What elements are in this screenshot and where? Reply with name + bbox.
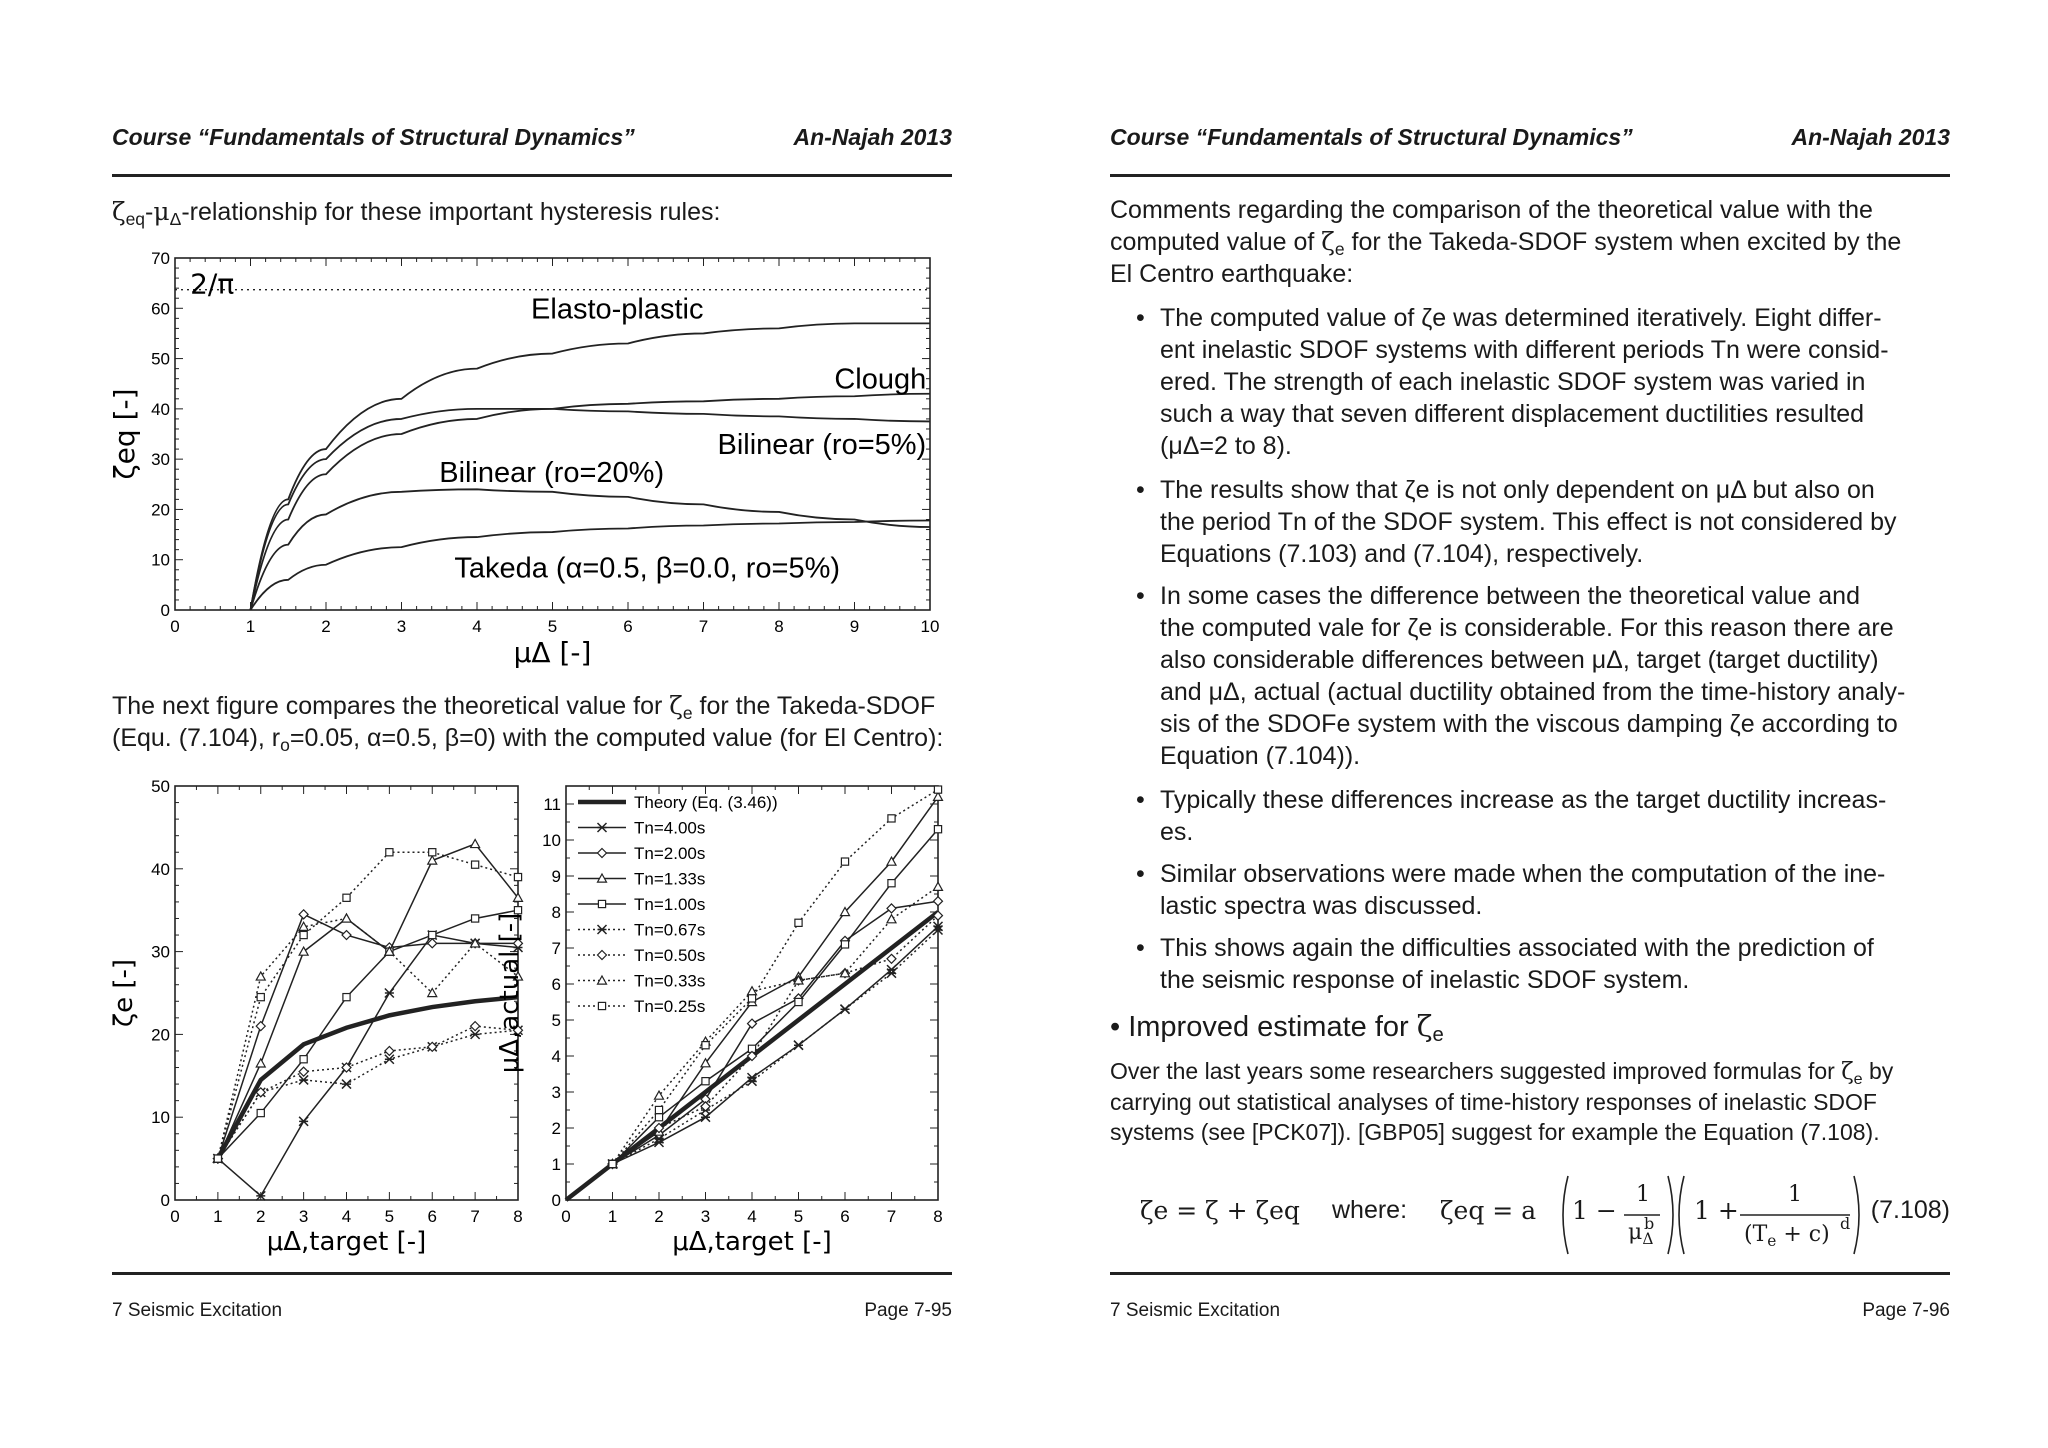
x-tick-label: 4 [747, 1207, 757, 1226]
course-title: Course “Fundamentals of Structural Dynamics” [1110, 124, 1633, 150]
y-tick-label: 20 [151, 500, 170, 520]
y-tick-label: 3 [551, 1083, 561, 1102]
middle-line-1b: for the Takeda-SDOF [699, 692, 936, 720]
x-tick-label: 3 [700, 1207, 711, 1226]
comments-line-2a: computed value of [1110, 228, 1315, 256]
header-rule [112, 174, 952, 177]
curve-label: Elasto-plastic [531, 293, 704, 326]
legend-label: Tn=0.25s [634, 997, 706, 1016]
bullet-1-line: such a way that seven different displacement ductilities resulted [1160, 400, 1865, 428]
data-point [748, 1019, 757, 1028]
data-point [655, 1091, 664, 1099]
legend-label: Tn=4.00s [634, 818, 706, 838]
mu-sub: Δ [169, 209, 182, 229]
y-tick-label: 70 [151, 249, 170, 268]
y-tick-label: 0 [160, 601, 170, 620]
bullet-4-line: es. [1160, 818, 1194, 846]
data-point [300, 1056, 307, 1063]
bullet-3-line: and μΔ, actual (actual ductility obtained from the time-history analy- [1160, 678, 1906, 706]
data-point [342, 1080, 351, 1089]
middle-text [112, 690, 952, 754]
comments-line-2b: for the Takeda-SDOF system when excited by the [1351, 228, 1902, 256]
x-axis-label: μΔ,target [-] [266, 1227, 427, 1257]
legend-label: Tn=2.00s [634, 844, 706, 863]
r-sub: o [280, 735, 290, 755]
legend-marker [598, 900, 605, 907]
para-line-1b: by [1869, 1058, 1894, 1084]
zeta-sub: e [1853, 1070, 1863, 1088]
data-point [887, 954, 896, 963]
y-tick-label: 20 [151, 1025, 170, 1045]
data-point [299, 910, 308, 919]
x-tick-label: 9 [849, 617, 860, 636]
right-page [1110, 0, 1950, 1448]
data-point [655, 1114, 662, 1121]
bullet-1-line: ered. The strength of each inelastic SDOF system was varied in [1160, 368, 1866, 396]
x-tick-label: 6 [623, 617, 633, 636]
mu-actual-chart [495, 770, 952, 1270]
bullet-3-line: also considerable differences between μΔ, target (target ductility) [1160, 646, 1879, 674]
zeta-mu-chart [108, 249, 952, 680]
data-point [841, 941, 848, 948]
y-tick-label: 11 [543, 795, 561, 814]
bullet-1 [1160, 302, 1950, 462]
zeta-sub: eq [125, 209, 146, 229]
x-tick-label: 4 [472, 617, 482, 636]
y-tick-label: 0 [160, 1191, 170, 1210]
data-point [256, 1022, 265, 1031]
improved-heading [1110, 1008, 1444, 1045]
x-tick-label: 7 [886, 1207, 897, 1226]
data-point [299, 1067, 308, 1076]
para-line-1 [1110, 1056, 1950, 1087]
y-tick-label: 8 [551, 903, 561, 922]
bullet-1-line: • The computed value of ζe was determined iteratively. Eight differ- [1160, 304, 1882, 332]
header-year: An-Najah 2013 [1791, 124, 1950, 150]
zeta-symbol: ζ [1416, 1009, 1433, 1043]
x-tick-label: 8 [933, 1207, 943, 1226]
data-point [342, 914, 351, 922]
bullet-4 [1160, 784, 1950, 848]
x-tick-label: 6 [840, 1207, 850, 1226]
header-year: An-Najah 2013 [793, 124, 952, 150]
intro-rest: -relationship for these important hysteresis rules: [181, 198, 721, 226]
zeta-e-chart [109, 770, 532, 1270]
para-line-2: carrying out statistical analyses of time-history responses of inelastic SDOF [1110, 1089, 1877, 1115]
x-tick-label: 1 [213, 1207, 223, 1226]
bullet-dot: • [1110, 1011, 1129, 1043]
data-point [795, 919, 802, 926]
dash: - [145, 198, 154, 226]
footer-page: Page 7-96 [1862, 1300, 1950, 1321]
data-point [934, 882, 943, 890]
data-point [299, 1117, 308, 1126]
bullet-3-line: sis of the SDOFe system with the viscous damping ζe according to [1160, 710, 1898, 738]
bullet-4-line: • Typically these differences increase as the target ductility increas- [1160, 786, 1887, 814]
eq-den-c: + c) [1783, 1222, 1830, 1247]
footer-chapter: 7 Seismic Excitation [1110, 1300, 1281, 1321]
eq-plus: 1 + [1694, 1196, 1739, 1225]
data-point [841, 858, 848, 865]
x-tick-label: 1 [245, 617, 256, 636]
data-point [888, 880, 895, 887]
x-axis-label: μΔ,target [-] [672, 1227, 832, 1257]
eq-b-exp: b [1644, 1214, 1655, 1233]
intro-text [112, 196, 952, 228]
left-page [108, 0, 952, 1448]
reference-label: 2/π [190, 267, 235, 301]
eq-denominator [1744, 1222, 1830, 1250]
header-rule [1110, 174, 1950, 177]
page-header [112, 124, 952, 156]
legend-marker [598, 849, 607, 858]
eq-number: (7.108) [1870, 1196, 1950, 1224]
eq-d-exp: d [1840, 1214, 1851, 1233]
bullet-5 [1160, 858, 1950, 922]
bullet-1-line: ent inelastic SDOF systems with different periods Tn were consid- [1160, 336, 1889, 364]
curve-label: Bilinear (ro=20%) [439, 456, 665, 489]
y-tick-label: 30 [151, 450, 170, 470]
zeta-symbol: ζ [1841, 1059, 1854, 1085]
legend-marker [598, 823, 607, 832]
x-tick-label: 1 [607, 1207, 618, 1226]
legend-label: Tn=1.00s [634, 895, 706, 914]
data-point [343, 894, 350, 901]
data-point [343, 994, 350, 1001]
data-point [934, 786, 941, 793]
data-point [385, 1046, 394, 1055]
data-point [257, 994, 264, 1001]
legend-label: Tn=1.33s [634, 869, 706, 889]
bullet-6-line: the seismic response of inelastic SDOF system. [1160, 966, 1690, 994]
x-tick-label: 7 [698, 617, 709, 636]
bullet-3-line: the computed vale for ζe is considerable. For this reason there are [1160, 614, 1894, 642]
y-axis-label: ζe [-] [109, 958, 139, 1028]
legend-marker [598, 951, 607, 960]
x-tick-label: 2 [321, 617, 331, 636]
data-point [472, 915, 479, 922]
zeta-symbol: ζ [1321, 227, 1335, 256]
data-point [385, 989, 394, 998]
zeta-symbol: ζ [669, 691, 683, 720]
y-tick-label: 10 [542, 831, 561, 850]
x-tick-label: 10 [920, 617, 940, 636]
data-point [609, 1160, 616, 1167]
data-point [655, 1106, 662, 1113]
comments-line-3: El Centro earthquake: [1110, 260, 1354, 288]
data-point [748, 995, 755, 1002]
data-point [702, 1078, 709, 1085]
data-point [514, 873, 521, 880]
bullet-2-line: • The results show that ζe is not only dependent on μΔ but also on [1160, 476, 1875, 504]
x-tick-label: 0 [170, 1207, 180, 1226]
curve-label: Takeda (α=0.5, β=0.0, ro=5%) [454, 552, 841, 585]
data-point [888, 815, 895, 822]
legend-label: Tn=0.33s [634, 971, 706, 991]
footer-rule [112, 1272, 952, 1275]
x-tick-label: 0 [561, 1207, 571, 1226]
equation-7-108 [1110, 1170, 1950, 1260]
comments-text [1110, 194, 1950, 290]
y-tick-label: 40 [151, 859, 170, 879]
improved-paragraph [1110, 1056, 1950, 1147]
eq-lhs: ζe = ζ + ζeq [1140, 1196, 1300, 1225]
x-tick-label: 8 [774, 617, 784, 636]
x-tick-label: 5 [384, 1207, 395, 1226]
y-axis-label: ζeq [-] [108, 388, 141, 480]
zeta-sub: e [1334, 239, 1345, 259]
legend-label: Tn=0.50s [634, 946, 706, 965]
footer-rule [1110, 1272, 1950, 1275]
y-tick-label: 40 [151, 399, 170, 419]
data-point [887, 915, 896, 923]
course-title: Course “Fundamentals of Structural Dynamics” [112, 124, 635, 150]
middle-line-1 [112, 690, 952, 722]
bullet-6 [1160, 932, 1950, 996]
y-tick-label: 2 [551, 1119, 561, 1138]
curve-label: Clough [834, 363, 927, 396]
data-point [386, 849, 393, 856]
eq-rhs-lhs: ζeq = a [1440, 1196, 1537, 1225]
comments-line-1: Comments regarding the comparison of the theoretical value with the [1110, 196, 1873, 224]
data-point [795, 998, 802, 1005]
data-point [429, 849, 436, 856]
eq-num-1: 1 [1636, 1182, 1650, 1207]
y-tick-label: 50 [151, 777, 170, 796]
data-point [429, 931, 436, 938]
zeta-sub: e [682, 703, 693, 723]
legend-marker [598, 925, 607, 934]
y-tick-label: 5 [551, 1011, 561, 1030]
middle-line-1a: The next figure compares the theoretical value for [112, 692, 663, 720]
y-tick-label: 7 [551, 939, 561, 958]
data-point [934, 897, 943, 906]
series-bilinear-ro-20- [251, 489, 931, 610]
para-line-1a: Over the last years some researchers suggested improved formulas for [1110, 1058, 1835, 1084]
eq-mu-symbol: μ [1628, 1220, 1643, 1245]
y-tick-label: 30 [151, 942, 170, 962]
page-header [1110, 124, 1950, 156]
x-tick-label: 2 [256, 1207, 266, 1226]
x-tick-label: 2 [654, 1207, 664, 1226]
legend-marker [598, 1002, 605, 1009]
x-tick-label: 0 [170, 617, 180, 636]
footer-page: Page 7-95 [864, 1300, 952, 1321]
data-point [257, 1109, 264, 1116]
eq-minus: 1 − [1572, 1196, 1617, 1225]
data-point [934, 826, 941, 833]
data-point [887, 904, 896, 913]
footer-chapter: 7 Seismic Excitation [112, 1300, 283, 1321]
y-tick-label: 10 [151, 1108, 170, 1128]
y-tick-label: 9 [551, 867, 561, 886]
x-tick-label: 6 [427, 1207, 437, 1226]
eq-den-T: (T [1744, 1222, 1768, 1247]
eq-where: where: [1332, 1196, 1408, 1224]
x-tick-label: 5 [547, 617, 558, 636]
legend-label: Tn=0.67s [634, 920, 706, 940]
x-tick-label: 7 [470, 1207, 480, 1226]
middle-line-2b: =0.05, α=0.5, β=0) with the computed value (for El Centro): [289, 724, 944, 752]
eq-den-sub: e [1767, 1232, 1777, 1250]
para-line-3: systems (see [PCK07]). [GBP05] suggest for example the Equation (7.108). [1110, 1119, 1880, 1145]
x-tick-label: 4 [341, 1207, 352, 1226]
data-point [794, 1041, 803, 1050]
curve-label: Bilinear (ro=5%) [717, 429, 927, 462]
y-tick-label: 6 [551, 975, 561, 994]
bullet-2 [1160, 474, 1950, 570]
x-tick-label: 8 [513, 1207, 523, 1226]
bullet-5-line: lastic spectra was discussed. [1160, 892, 1483, 920]
x-tick-label: 3 [396, 617, 407, 636]
y-axis-label: μΔ,actual [-] [495, 912, 525, 1074]
eq-mu-sub: Δ [1642, 1230, 1654, 1248]
data-point [702, 1042, 709, 1049]
legend-label: Theory (Eq. (3.46)) [634, 793, 778, 812]
bullet-3 [1160, 580, 1950, 772]
zeta-symbol: ζ [112, 197, 126, 226]
y-tick-label: 4 [551, 1047, 561, 1066]
bullet-6-line: • This shows again the difficulties associated with the prediction of [1160, 934, 1874, 962]
bullet-1-line: (μΔ=2 to 8). [1160, 432, 1292, 460]
x-tick-label: 3 [298, 1207, 309, 1226]
bullet-2-line: Equations (7.103) and (7.104), respectively. [1160, 540, 1644, 568]
data-point [300, 931, 307, 938]
data-point [342, 931, 351, 940]
middle-line-2 [112, 722, 952, 754]
y-tick-label: 1 [551, 1155, 561, 1174]
series-line-tn-0-33s [218, 918, 518, 1158]
data-point [471, 1022, 480, 1031]
zeta-sub: e [1432, 1024, 1444, 1046]
data-point [471, 839, 480, 847]
middle-line-2a: (Equ. (7.104), r [112, 724, 281, 752]
bullet-2-line: the period Tn of the SDOF system. This effect is not considered by [1160, 508, 1897, 536]
bullet-5-line: • Similar observations were made when the computation of the ine- [1160, 860, 1886, 888]
mu-symbol: μ [153, 197, 170, 226]
y-tick-label: 60 [151, 299, 170, 319]
x-tick-label: 5 [793, 1207, 804, 1226]
x-axis-label: μΔ [-] [513, 636, 592, 669]
eq-num-2: 1 [1788, 1182, 1802, 1207]
improved-label: Improved estimate for [1128, 1011, 1409, 1043]
comments-line-2 [1110, 226, 1950, 258]
data-point [256, 1059, 265, 1067]
data-point [841, 1005, 850, 1014]
bullet-3-line: • In some cases the difference between the theoretical value and [1160, 582, 1860, 610]
y-tick-label: 10 [151, 550, 170, 570]
y-tick-label: 50 [151, 349, 170, 369]
y-tick-label: 0 [551, 1191, 561, 1210]
bullet-3-line: Equation (7.104)). [1160, 742, 1361, 770]
data-point [472, 861, 479, 868]
data-point [214, 1155, 221, 1162]
